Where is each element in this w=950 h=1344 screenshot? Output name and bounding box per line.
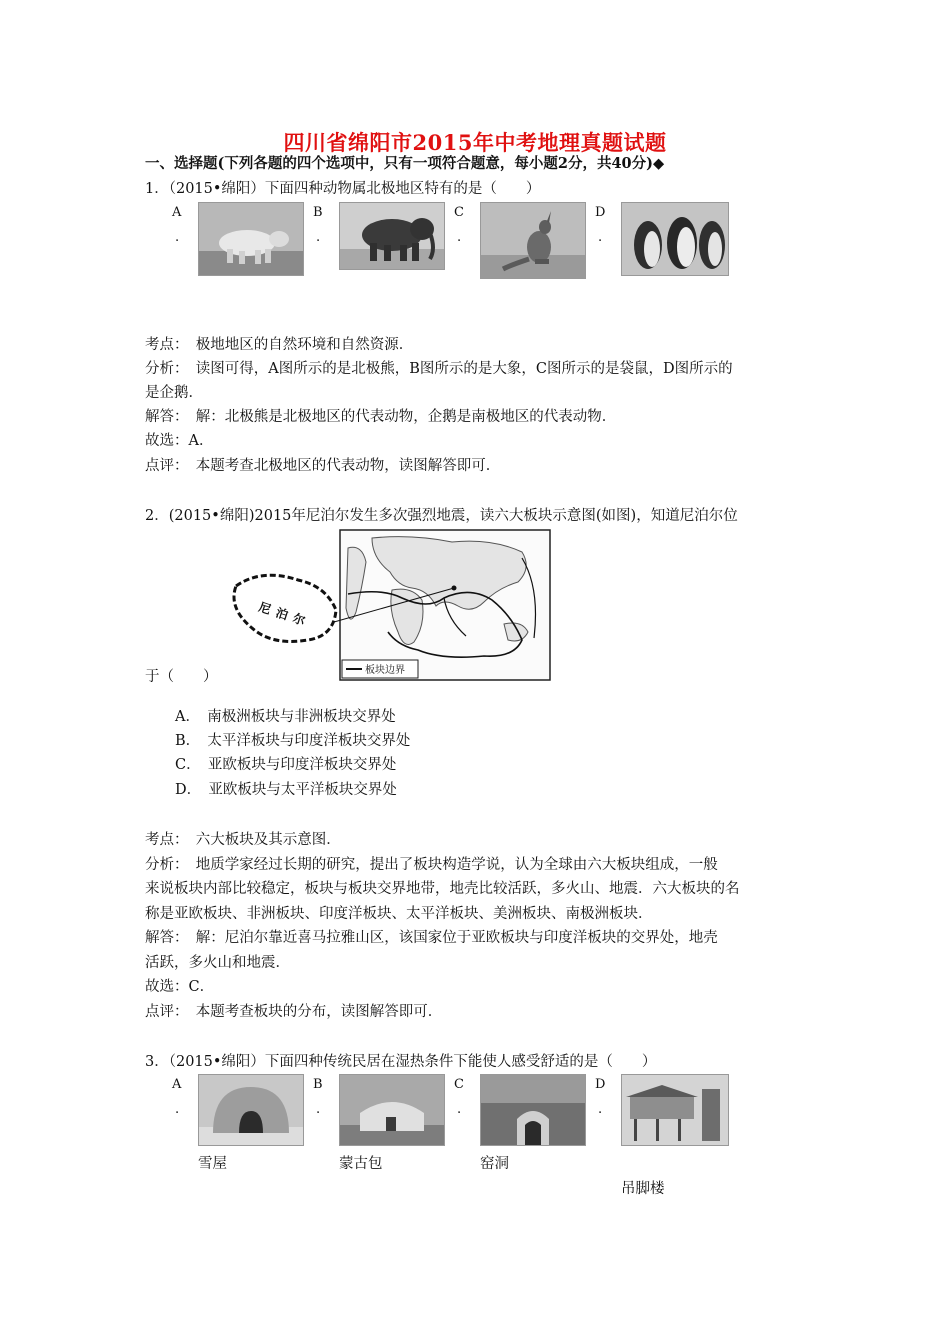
question-3-stem: 3．（2015•绵阳）下面四种传统民居在湿热条件下能使人感受舒适的是（ ） [145, 1054, 657, 1070]
q3-option-dot-d: . [598, 1102, 603, 1117]
q3-caption-cave-dwelling: 窑洞 [480, 1156, 509, 1172]
elephant-photo [339, 202, 445, 270]
q2-fenxi-line-1: 分析： 地质学家经过长期的研究，提出了板块构造学说，认为全球由六大板块组成，一般 [145, 857, 718, 873]
q2-dianping: 点评： 本题考查板块的分布，读图解答即可． [145, 1004, 443, 1020]
plate-map-figure [222, 528, 554, 683]
polar-bear-photo [198, 202, 304, 276]
question-1-stem: 1．（2015•绵阳）下面四种动物属北极地区特有的是（ ） [145, 181, 541, 197]
q1-option-letter-d: D [595, 205, 606, 220]
q2-answer: 故选：C． [145, 979, 215, 995]
cave-dwelling-photo [480, 1074, 586, 1146]
q1-option-dot-c: . [457, 230, 462, 245]
q3-option-letter-b: B [313, 1077, 323, 1092]
q2-kaodian: 考点： 六大板块及其示意图． [145, 832, 341, 848]
q1-option-letter-a: A [172, 205, 182, 220]
q3-caption-igloo: 雪屋 [198, 1156, 227, 1172]
q1-option-dot-a: . [175, 230, 180, 245]
q1-option-dot-d: . [598, 230, 603, 245]
q1-option-letter-c: C [454, 205, 464, 220]
q2-jieda-line-1: 解答： 解：尼泊尔靠近喜马拉雅山区，该国家位于亚欧板块与印度洋板块的交界处，地壳 [145, 930, 718, 946]
q3-option-dot-b: . [316, 1102, 321, 1117]
q1-option-dot-b: . [316, 230, 321, 245]
yurt-photo [339, 1074, 445, 1146]
section-heading: 一、选择题(下列各题的四个选项中，只有一项符合题意，每小题2分，共40分)◆ [145, 155, 665, 172]
q2-option-c: C． 亚欧板块与印度洋板块交界处 [175, 757, 397, 773]
q2-option-d: D． 亚欧板块与太平洋板块交界处 [175, 782, 397, 798]
q1-dianping: 点评： 本题考查北极地区的代表动物，读图解答即可． [145, 458, 501, 474]
nepal-map-label: 尼泊尔 [257, 599, 313, 630]
q3-option-letter-c: C [454, 1077, 464, 1092]
q3-option-letter-d: D [595, 1077, 606, 1092]
q1-fenxi-line-1: 分析： 读图可得，A图所示的是北极熊，B图所示的是大象，C图所示的是袋鼠，D图所示的 [145, 361, 733, 377]
q1-jieda: 解答： 解：北极熊是北极地区的代表动物，企鹅是南极地区的代表动物． [145, 409, 617, 425]
q3-option-dot-c: . [457, 1102, 462, 1117]
q3-option-letter-a: A [172, 1077, 182, 1092]
kangaroo-photo [480, 202, 586, 279]
igloo-photo [198, 1074, 304, 1146]
page-title: 四川省绵阳市2015年中考地理真题试题 [283, 130, 667, 155]
q2-option-a: A． 南极洲板块与非洲板块交界处 [175, 709, 396, 725]
q2-fenxi-line-3: 称是亚欧板块、非洲板块、印度洋板块、太平洋板块、美洲板块、南极洲板块． [145, 906, 653, 922]
q1-kaodian: 考点： 极地地区的自然环境和自然资源． [145, 337, 414, 353]
question-2-stem-end: 于（ ） [145, 669, 218, 685]
q3-caption-stilt-house: 吊脚楼 [621, 1181, 665, 1197]
q3-caption-yurt: 蒙古包 [339, 1156, 383, 1172]
q1-answer: 故选：A． [145, 433, 214, 449]
question-2-stem: 2．(2015•绵阳)2015年尼泊尔发生多次强烈地震，读六大板块示意图(如图)，知道尼泊尔位 [145, 508, 738, 524]
map-legend-plate-boundary: 板块边界 [365, 665, 405, 676]
q1-option-letter-b: B [313, 205, 323, 220]
q3-option-dot-a: . [175, 1102, 180, 1117]
q2-jieda-line-2: 活跃，多火山和地震． [145, 955, 290, 971]
q2-fenxi-line-2: 来说板块内部比较稳定，板块与板块交界地带，地壳比较活跃，多火山、地震．六大板块的名 [145, 881, 740, 897]
q1-fenxi-line-2: 是企鹅． [145, 385, 203, 401]
stilt-house-photo [621, 1074, 729, 1146]
q2-option-b: B． 太平洋板块与印度洋板块交界处 [175, 733, 411, 749]
penguins-photo [621, 202, 729, 276]
